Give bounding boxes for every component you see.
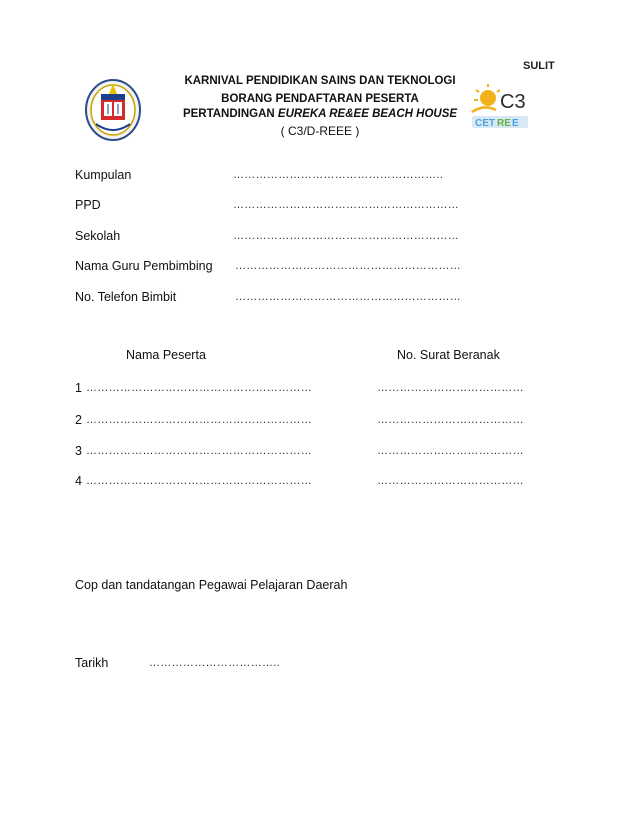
date-label: Tarikh bbox=[75, 656, 109, 670]
classification-label: SULIT bbox=[523, 60, 555, 72]
svg-text:E: E bbox=[512, 118, 519, 129]
participant-row-number: 1 bbox=[75, 381, 82, 395]
participant-name-line[interactable]: …………………………………………………… bbox=[86, 445, 312, 457]
competition-title: PERTANDINGAN EUREKA RE&EE BEACH HOUSE bbox=[182, 108, 458, 120]
participant-name-line[interactable]: …………………………………………………… bbox=[86, 475, 312, 487]
ministry-logo-icon bbox=[84, 78, 142, 142]
event-title: KARNIVAL PENDIDIKAN SAINS DAN TEKNOLOGI bbox=[184, 75, 456, 87]
svg-text:CET: CET bbox=[475, 118, 495, 129]
field-line-kumpulan[interactable]: ……………………………………………….. bbox=[233, 169, 444, 181]
participant-name-header: Nama Peserta bbox=[126, 348, 206, 362]
participant-row-number: 3 bbox=[75, 444, 82, 458]
field-line-sekolah[interactable]: …………………………………………………… bbox=[233, 230, 459, 242]
birth-cert-line[interactable]: ………………………………… bbox=[377, 475, 524, 487]
form-code: ( C3/D-REEE ) bbox=[280, 124, 360, 138]
c3-logo-text: C3 bbox=[500, 91, 526, 113]
field-label-telefon: No. Telefon Bimbit bbox=[75, 290, 177, 304]
birth-cert-line[interactable]: ………………………………… bbox=[377, 382, 524, 394]
field-label-ppd: PPD bbox=[75, 198, 101, 212]
field-label-kumpulan: Kumpulan bbox=[75, 168, 132, 182]
svg-text:RE: RE bbox=[497, 118, 511, 129]
participant-row-number: 2 bbox=[75, 413, 82, 427]
date-line[interactable]: …………………………….. bbox=[149, 657, 281, 669]
stamp-signature-label: Cop dan tandatangan Pegawai Pelajaran Daerah bbox=[75, 578, 348, 592]
field-label-guru: Nama Guru Pembimbing bbox=[75, 259, 213, 273]
form-title: BORANG PENDAFTARAN PESERTA bbox=[221, 93, 419, 105]
participant-row-number: 4 bbox=[75, 474, 82, 488]
c3-cetree-logo-icon bbox=[470, 82, 532, 130]
field-line-telefon[interactable]: …………………………………………………… bbox=[235, 291, 461, 303]
birth-cert-line[interactable]: ………………………………… bbox=[377, 414, 524, 426]
field-line-guru[interactable]: …………………………………………………… bbox=[235, 260, 461, 272]
field-label-sekolah: Sekolah bbox=[75, 229, 121, 243]
birth-cert-line[interactable]: ………………………………… bbox=[377, 445, 524, 457]
participant-name-line[interactable]: …………………………………………………… bbox=[86, 414, 312, 426]
field-line-ppd[interactable]: …………………………………………………… bbox=[233, 199, 459, 211]
participant-name-line[interactable]: …………………………………………………… bbox=[86, 382, 312, 394]
birth-cert-header: No. Surat Beranak bbox=[397, 348, 500, 362]
